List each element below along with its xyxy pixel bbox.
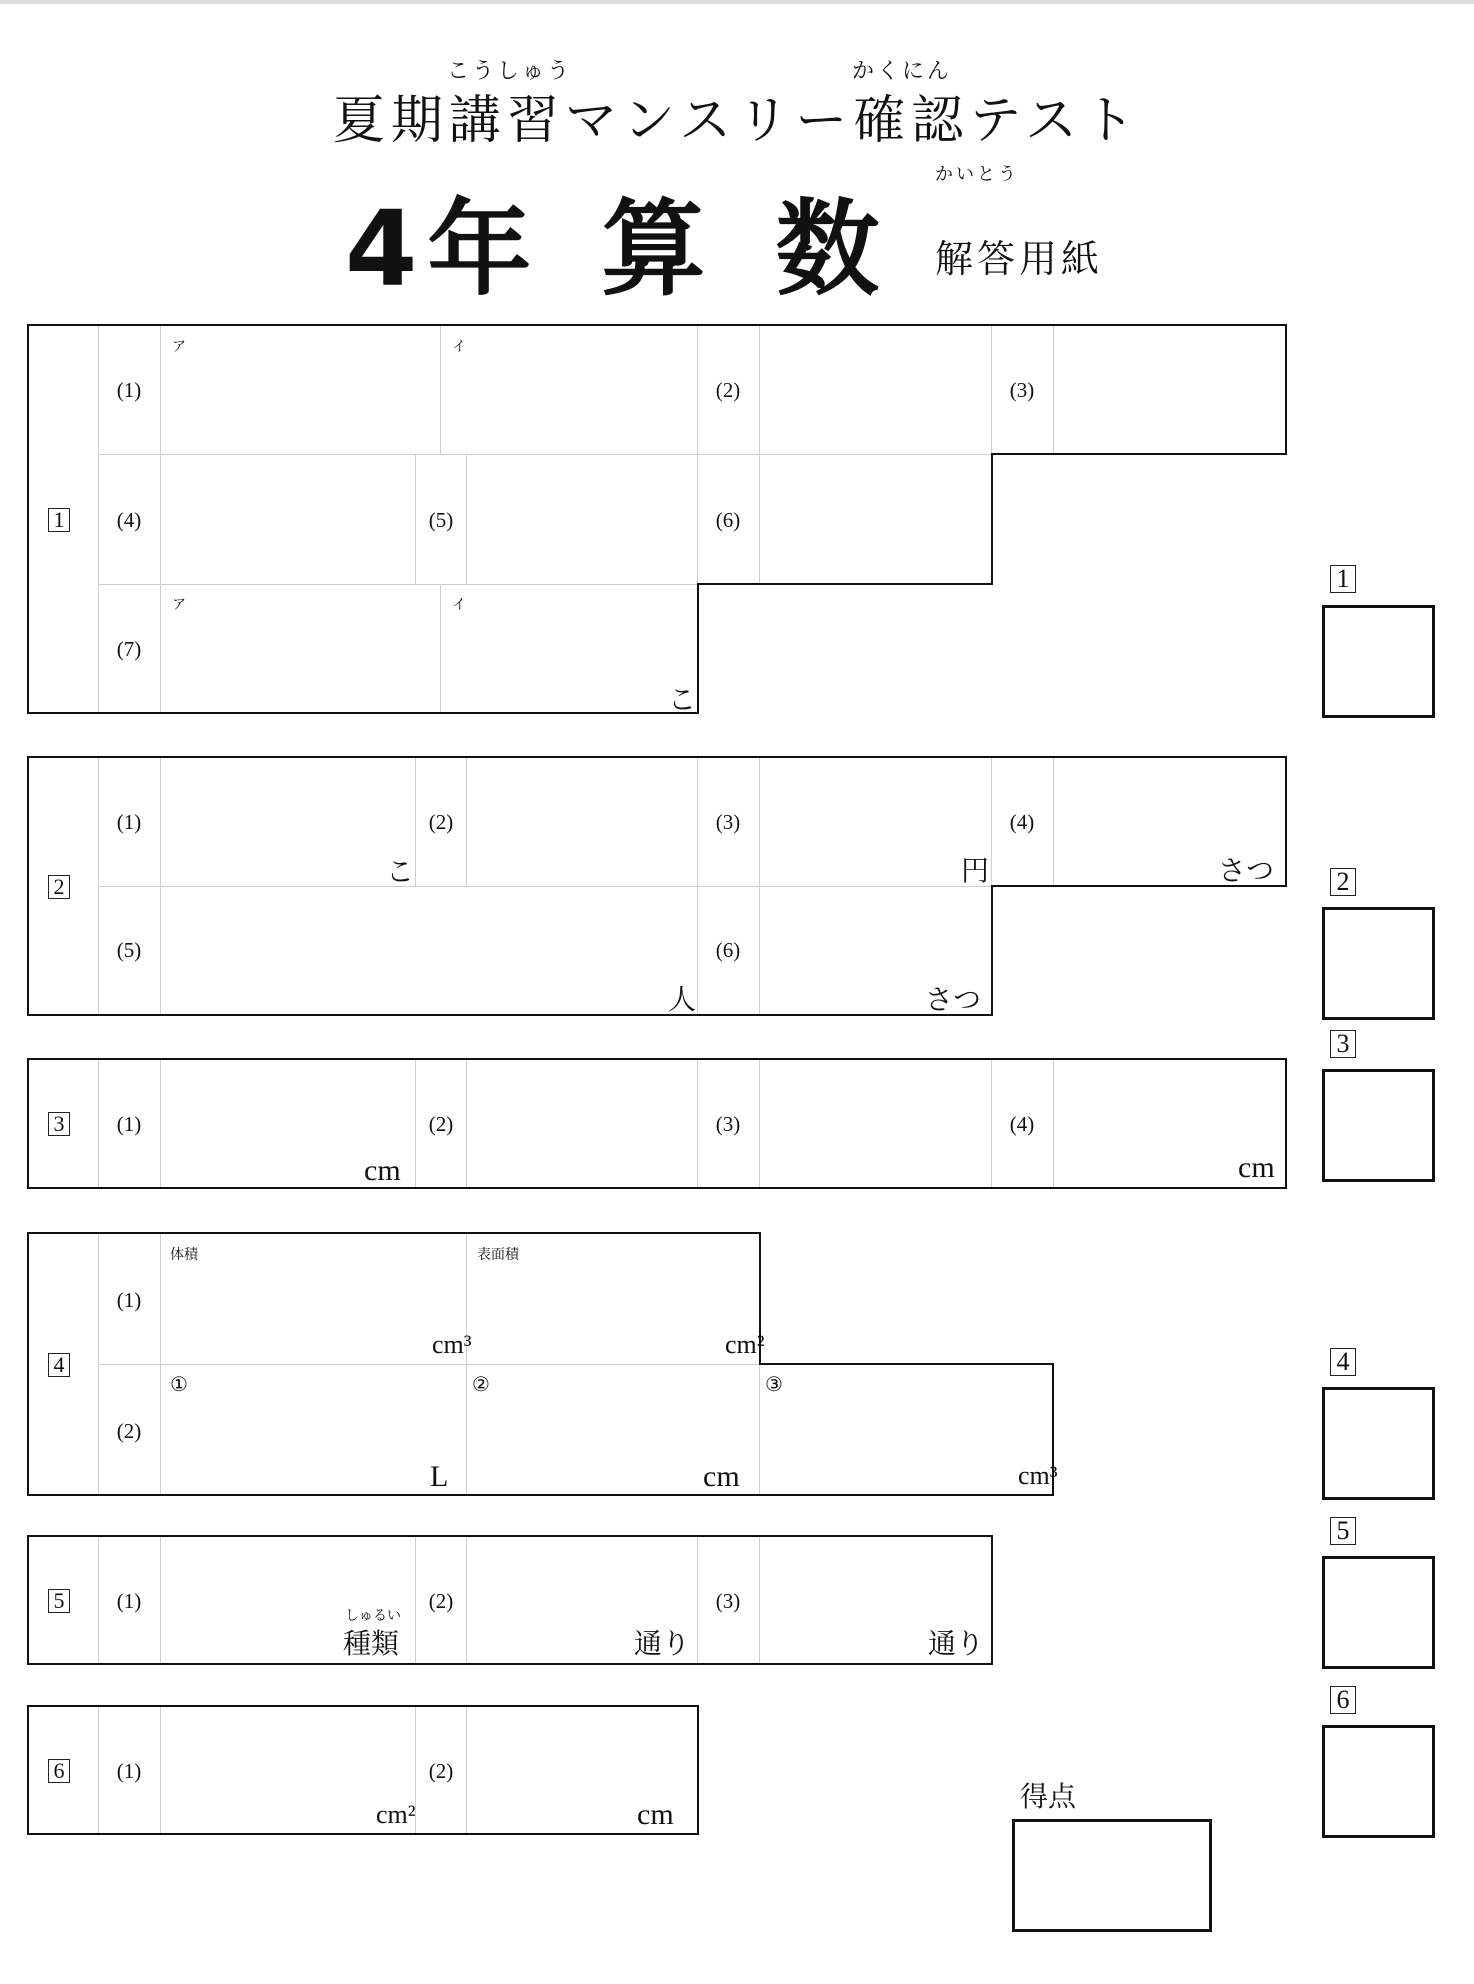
s4-q2-b-answer[interactable] (467, 1365, 759, 1494)
s2-q5-answer[interactable] (161, 887, 697, 1014)
s4-q2-b-unit: cm (703, 1460, 740, 1493)
s3-q1-answer[interactable] (161, 1060, 415, 1187)
s3-q4-number: (4) (1009, 1112, 1035, 1136)
s4-q1-surface-label: 表面積 (477, 1247, 519, 1263)
s4-q2-c-answer[interactable] (760, 1365, 1052, 1494)
section-4-label: 4 (48, 1353, 70, 1377)
s3-q2-number: (2) (428, 1112, 454, 1136)
s5-q3-number: (3) (715, 1589, 741, 1613)
s4-q1-number: (1) (116, 1288, 142, 1312)
s2-q5-number: (5) (116, 938, 142, 962)
score-box-1[interactable] (1322, 605, 1435, 718)
s5-q2-number: (2) (428, 1589, 454, 1613)
score-label-4: 4 (1330, 1348, 1356, 1376)
s1-q7-number: (7) (116, 637, 142, 661)
grade: 4年 (345, 188, 542, 310)
s2-q3-unit: 円 (961, 854, 990, 887)
s1-q6-answer[interactable] (760, 455, 991, 583)
score-box-4[interactable] (1322, 1387, 1435, 1500)
score-label-5: 5 (1330, 1517, 1356, 1545)
s4-q1-volume-label: 体積 (170, 1247, 198, 1263)
s5-q2-answer[interactable] (467, 1537, 697, 1663)
s1-q7-b-answer[interactable] (441, 585, 697, 712)
total-score-box[interactable] (1012, 1819, 1212, 1932)
s2-q2-answer[interactable] (467, 758, 697, 886)
s1-q1-b-answer[interactable] (441, 326, 697, 454)
s1-q7-unit: こ (668, 683, 697, 716)
s3-q3-number: (3) (715, 1112, 741, 1136)
s3-q1-number: (1) (116, 1112, 142, 1136)
s2-q5-unit: 人 (668, 983, 697, 1016)
score-label-2: 2 (1330, 868, 1356, 896)
s3-q3-answer[interactable] (760, 1060, 991, 1187)
s4-q2-c-label: ③ (765, 1372, 783, 1396)
score-label-3: 3 (1330, 1030, 1356, 1058)
section-2-label: 2 (48, 875, 70, 899)
section-6-label: 6 (48, 1759, 70, 1783)
s1-q6-number: (6) (715, 508, 741, 532)
score-box-5[interactable] (1322, 1556, 1435, 1669)
section-1-label: 1 (48, 508, 70, 532)
score-label-1: 1 (1330, 565, 1356, 593)
score-box-6[interactable] (1322, 1725, 1435, 1838)
s1-q2-answer[interactable] (760, 326, 991, 454)
s6-q2-number: (2) (428, 1759, 454, 1783)
s1-q7-a-label: ア (172, 597, 186, 613)
top-border (0, 0, 1474, 4)
s2-q1-number: (1) (116, 810, 142, 834)
s2-q1-unit: こ (386, 855, 415, 888)
s2-q4-answer[interactable] (1054, 758, 1285, 885)
score-box-2[interactable] (1322, 907, 1435, 1020)
s4-q1-surface-answer[interactable] (467, 1234, 759, 1364)
s3-q1-unit: cm (364, 1154, 401, 1187)
s2-q1-answer[interactable] (161, 758, 415, 886)
s2-q6-number: (6) (715, 938, 741, 962)
s4-q2-c-unit: cm³ (1018, 1461, 1058, 1490)
s1-q1-number: (1) (116, 378, 142, 402)
s2-q4-unit: さつ (1218, 854, 1275, 887)
s1-q1-a-answer[interactable] (161, 326, 440, 454)
s1-q5-answer[interactable] (467, 455, 697, 584)
s2-q4-number: (4) (1009, 810, 1035, 834)
s4-q2-b-label: ② (472, 1372, 490, 1396)
s1-q2-number: (2) (715, 378, 741, 402)
s2-q2-number: (2) (428, 810, 454, 834)
s5-q1-answer[interactable] (161, 1537, 415, 1663)
section-3-label: 3 (48, 1112, 70, 1136)
ruby-kakunin: かくにん (852, 59, 953, 84)
s6-q2-unit: cm (637, 1798, 674, 1831)
test-title: 夏期講習マンスリー確認テスト (332, 91, 1142, 151)
score-label-6: 6 (1330, 1686, 1356, 1714)
score-box-3[interactable] (1322, 1069, 1435, 1182)
s1-q4-answer[interactable] (161, 455, 415, 584)
s5-q1-ruby: しゅるい (345, 1608, 401, 1624)
s2-q6-unit: さつ (925, 983, 982, 1016)
section-5-label: 5 (48, 1589, 70, 1613)
ruby-koushuu: こうしゅう (447, 59, 573, 84)
s3-q4-answer[interactable] (1054, 1060, 1285, 1187)
s4-q2-a-answer[interactable] (161, 1365, 466, 1494)
s1-q7-b-label: イ (452, 597, 466, 613)
ruby-kaitou: かいとう (935, 164, 1019, 185)
s5-q2-unit: 通り (634, 1627, 691, 1660)
s4-q2-number: (2) (116, 1419, 142, 1443)
s4-q1-volume-answer[interactable] (161, 1234, 466, 1364)
s1-q5-number: (5) (428, 508, 454, 532)
s5-q3-answer[interactable] (760, 1537, 991, 1663)
s2-q6-answer[interactable] (760, 887, 991, 1014)
subject-a: 算 (601, 188, 716, 310)
s5-q1-unit: 種類 (343, 1627, 400, 1660)
s4-q1-surface-unit: cm² (725, 1330, 765, 1359)
s1-q3-answer[interactable] (1054, 326, 1285, 454)
s1-q1-a-label: ア (172, 339, 186, 355)
s4-q2-a-label: ① (170, 1372, 188, 1396)
subject-b: 数 (775, 188, 890, 310)
answer-sheet-label: 解答用紙 (935, 237, 1104, 281)
s2-q3-answer[interactable] (760, 758, 991, 886)
s5-q3-unit: 通り (928, 1627, 985, 1660)
grade-subject (345, 165, 889, 315)
s4-q2-a-unit: L (430, 1460, 449, 1493)
s1-q4-number: (4) (116, 508, 142, 532)
s3-q2-answer[interactable] (467, 1060, 697, 1187)
s3-q4-unit: cm (1238, 1151, 1275, 1184)
total-score-label: 得点 (1020, 1780, 1077, 1813)
s1-q7-a-answer[interactable] (161, 585, 440, 712)
s6-q1-unit: cm² (376, 1800, 416, 1829)
s6-q1-number: (1) (116, 1759, 142, 1783)
s6-q2-answer[interactable] (467, 1707, 697, 1833)
s2-q3-number: (3) (715, 810, 741, 834)
s5-q1-number: (1) (116, 1589, 142, 1613)
s1-q1-b-label: イ (452, 339, 466, 355)
s6-q1-answer[interactable] (161, 1707, 415, 1833)
s4-q1-volume-unit: cm³ (432, 1330, 472, 1359)
s1-q3-number: (3) (1009, 378, 1035, 402)
